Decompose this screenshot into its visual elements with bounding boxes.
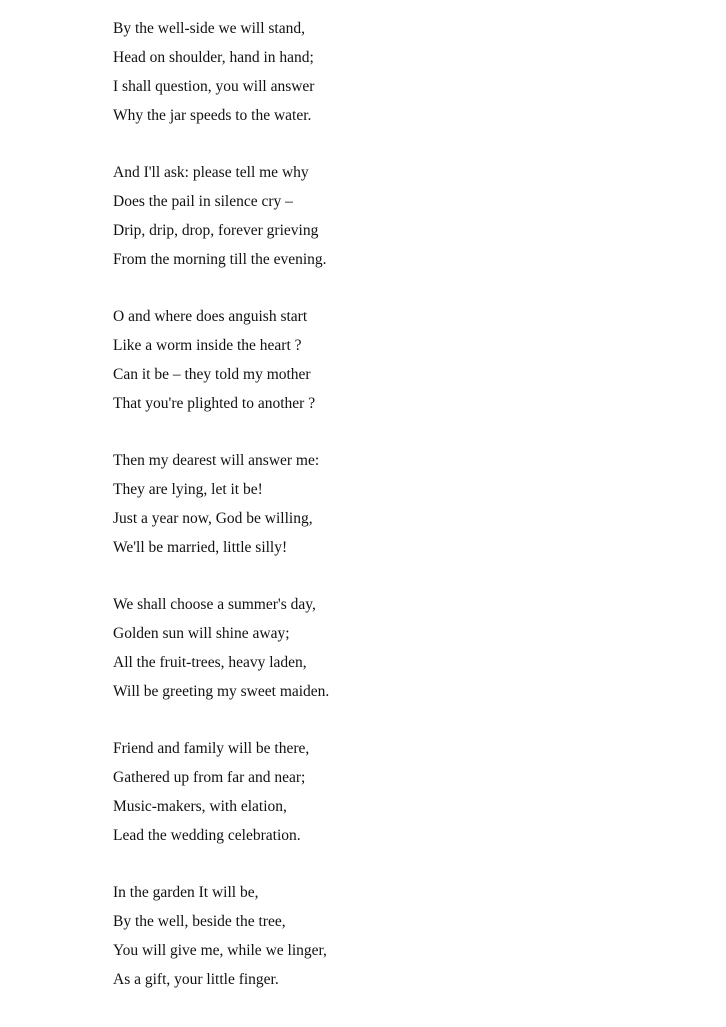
- poem-line: Like a worm inside the heart ?: [113, 337, 302, 354]
- poem-line: They are lying, let it be!: [113, 481, 263, 498]
- poem-line: Friend and family will be there,: [113, 740, 310, 757]
- poem-line: Head on shoulder, hand in hand;: [113, 49, 314, 66]
- poem-line: Just a year now, God be willing,: [113, 510, 313, 527]
- poem-line: From the morning till the evening.: [113, 251, 327, 268]
- poem-line: Does the pail in silence cry –: [113, 193, 293, 210]
- poem-line: You will give me, while we linger,: [113, 942, 327, 959]
- poem-line: Music-makers, with elation,: [113, 798, 287, 815]
- poem-line: O and where does anguish start: [113, 308, 308, 325]
- stanza-4: [113, 446, 673, 562]
- poem-line: All the fruit-trees, heavy laden,: [113, 654, 307, 671]
- poem-line: Gathered up from far and near;: [113, 769, 306, 786]
- poem-line: Will be greeting my sweet maiden.: [113, 683, 330, 700]
- poem-line: By the well-side we will stand,: [113, 20, 305, 37]
- poem-line: That you're plighted to another ?: [113, 395, 316, 412]
- poem-line: Then my dearest will answer me:: [113, 452, 320, 469]
- stanza-1: [113, 14, 673, 130]
- stanza-7: [113, 878, 673, 994]
- stanza-6: [113, 734, 673, 850]
- poem-line: I shall question, you will answer: [113, 78, 315, 95]
- poem-line: As a gift, your little finger.: [113, 971, 279, 988]
- poem-line: Lead the wedding celebration.: [113, 827, 301, 844]
- poem-line: By the well, beside the tree,: [113, 913, 286, 930]
- poem-line: And I'll ask: please tell me why: [113, 164, 309, 181]
- poem-line: Golden sun will shine away;: [113, 625, 290, 642]
- poem-line: Why the jar speeds to the water.: [113, 107, 312, 124]
- poem-body: [113, 14, 673, 1022]
- poem-line: Drip, drip, drop, forever grieving: [113, 222, 319, 239]
- stanza-2: [113, 158, 673, 274]
- stanza-3: [113, 302, 673, 418]
- poem-line: We'll be married, little silly!: [113, 539, 288, 556]
- poem-line: We shall choose a summer's day,: [113, 596, 316, 613]
- poem-line: In the garden It will be,: [113, 884, 259, 901]
- poem-line: Can it be – they told my mother: [113, 366, 311, 383]
- stanza-5: [113, 590, 673, 706]
